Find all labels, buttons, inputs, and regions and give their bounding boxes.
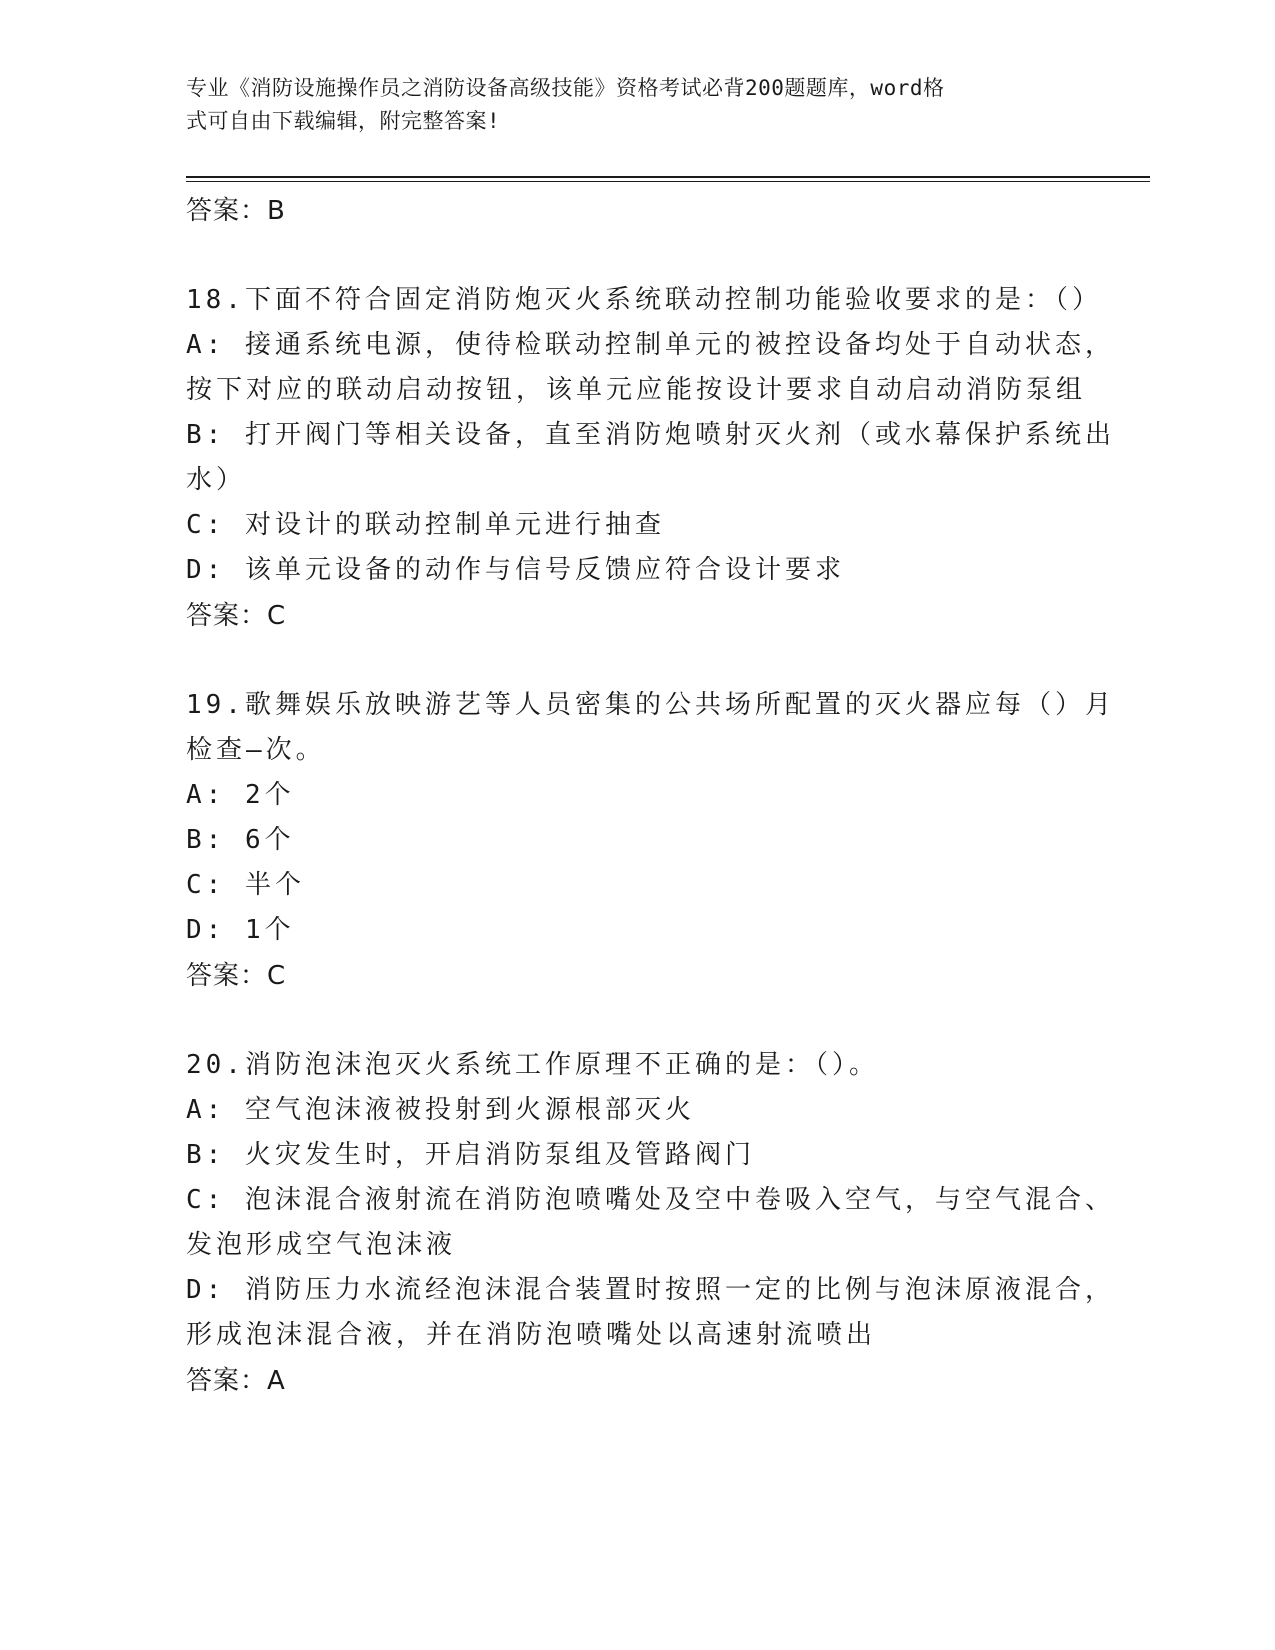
option-line: 水） <box>186 465 247 495</box>
question-block <box>186 1043 1115 1404</box>
question-line: 18.下面不符合固定消防炮灭火系统联动控制功能验收要求的是：（） <box>186 285 1102 315</box>
answer-line: 答案：A <box>186 1366 286 1396</box>
page-header <box>186 72 1076 138</box>
answer-line: 答案：C <box>186 601 287 631</box>
question-line: 19.歌舞娱乐放映游艺等人员密集的公共场所配置的灭火器应每（）月 <box>186 690 1115 720</box>
option-line: B: 6个 <box>186 825 295 855</box>
question-content <box>186 188 1115 1404</box>
option-line: D: 消防压力水流经泡沫混合装置时按照一定的比例与泡沫原液混合， <box>186 1275 1115 1305</box>
header-line: 式可自由下载编辑，附完整答案! <box>186 109 501 133</box>
spacer <box>186 999 1086 1043</box>
option-line: D: 1个 <box>186 915 295 945</box>
answer-line: 答案：B <box>186 196 286 226</box>
spacer <box>186 639 1086 683</box>
option-line: A: 接通系统电源，使待检联动控制单元的被控设备均处于自动状态， <box>186 330 1115 360</box>
header-rule <box>186 181 1150 182</box>
option-line: B: 火灾发生时，开启消防泵组及管路阀门 <box>186 1140 755 1170</box>
question-line: 20.消防泡沫泡灭火系统工作原理不正确的是：（）。 <box>186 1050 879 1080</box>
option-line: C: 对设计的联动控制单元进行抽查 <box>186 510 665 540</box>
option-line: C: 半个 <box>186 870 305 900</box>
question-block <box>186 278 1115 639</box>
question-block <box>186 683 1115 999</box>
answer-line: 答案：C <box>186 961 287 991</box>
option-line: B: 打开阀门等相关设备，直至消防炮喷射灭火剂（或水幕保护系统出 <box>186 420 1115 450</box>
option-line: 发泡形成空气泡沫液 <box>186 1230 457 1260</box>
option-line: D: 该单元设备的动作与信号反馈应符合设计要求 <box>186 555 845 585</box>
spacer <box>186 234 1086 278</box>
option-line: A: 2个 <box>186 780 295 810</box>
option-line: C: 泡沫混合液射流在消防泡喷嘴处及空中卷吸入空气，与空气混合、 <box>186 1185 1115 1215</box>
option-line: 按下对应的联动启动按钮，该单元应能按设计要求自动启动消防泵组 <box>186 375 1087 405</box>
option-line: A: 空气泡沫液被投射到火源根部灭火 <box>186 1095 695 1125</box>
header-line: 专业《消防设施操作员之消防设备高级技能》资格考试必背200题题库，word格 <box>186 76 945 100</box>
header-rule <box>186 176 1150 178</box>
option-line: 形成泡沫混合液，并在消防泡喷嘴处以高速射流喷出 <box>186 1320 877 1350</box>
question-line: 检查—次。 <box>186 735 326 765</box>
